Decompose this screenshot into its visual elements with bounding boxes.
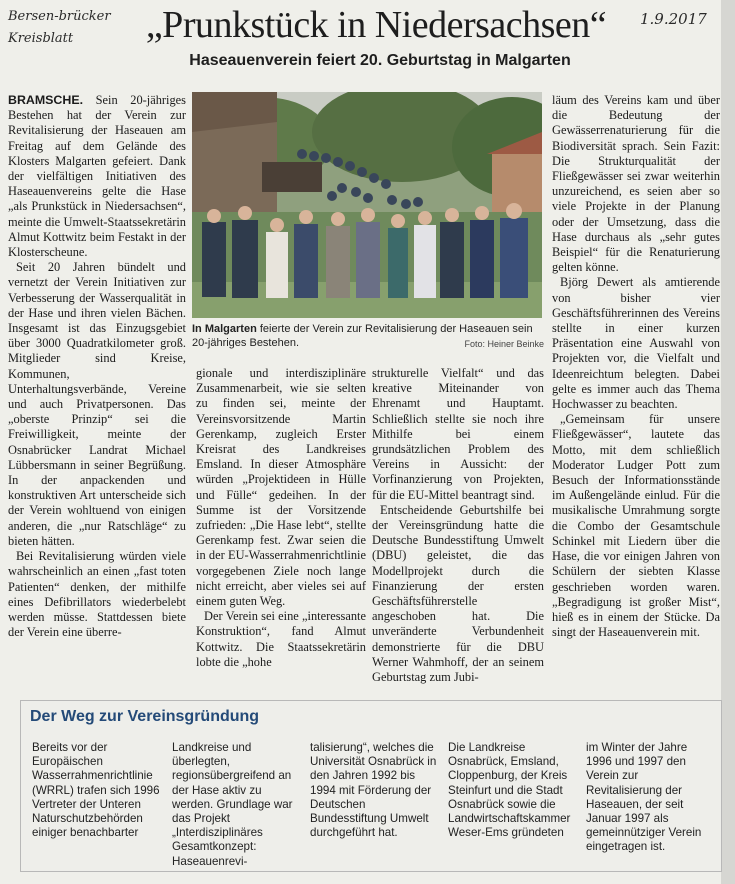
photo-credit: Foto: Heiner Beinke (464, 339, 544, 349)
group-photo-illustration (192, 92, 542, 318)
photo-caption (192, 322, 544, 351)
article-column-4 (552, 93, 720, 687)
info-box-column-2: Landkreise und überlegten, regionsübergreifend an der Hase aktiv zu werden. Grundlage war das Projekt „Interdisziplinäres Gesamtkonzept: Haseauenrevi- (172, 741, 293, 866)
article-paragraph: gionale und interdisziplinäre Zusammenarbeit, wie sie selten zu finden sei, meinte der Vereinsvorsitzende Martin Gerenkamp, zugleich Erster Kreisrat des Landkreises Emsland. In dieser Atmosphäre würden „Projektideen in Hülle und Fülle“ gedeihen. In der Summe ist der Vorsitzende zufrieden: „Die Hase lebt“, stellte Gerenkamp fest. Zwar seien die in der EU-Wasserrahmenrichtlinie vorgegebenen Ziele noch lange nicht erreicht, aber vieles sei auf einem guten Weg. (196, 366, 366, 609)
scan-edge (721, 0, 735, 884)
article-paragraph: Der Verein sei eine „interessante Konstruktion“, fand Almut Kottwitz. Die Staatssekretärin lobte die „hohe (196, 609, 366, 669)
article-paragraph: „Gemeinsam für unsere Fließgewässer“, lautete das Motto, mit dem schließlich Moderator Ludger Pott zum Besuch der Informationsstände im Außengelände einlud. Für die musikalische Umrahmung sorgte die Combo der Gesamtschule Schinkel mit Liedern über die Hase, die vor einigen Jahren von Schülern der siebten Klasse geschrieben worden waren. „Begradigung ist großer Mist“, hieß es in einem der Stücke. Da singt der Haseauenverein mit. (552, 412, 720, 640)
article-paragraph: Bei Revitalisierung würden viele wahrscheinlich an einen „fast toten Patienten“ denken, der mithilfe eines Defibrillators wiederbelebt werden müsse. Stattdessen biete der Verein eine überre- (8, 549, 186, 640)
info-box-column-4: Die Landkreise Osnabrück, Emsland, Cloppenburg, der Kreis Steinfurt und die Stadt Osnabrück sowie die Landwirtschaftskammer Weser-Ems gründeten (448, 741, 571, 840)
article-paragraph: Björg Dewert als amtierende von bisher vier Geschäftsführerinnen des Vereins stellte in einer kurzen Präsentation eine Auswahl von Projekten vor, die Vielfalt und Ideenreichtum belegten. Dabei gelte es immer auch das Thema Hochwasser zu beachten. (552, 275, 720, 412)
handwritten-date-note: 1.9.2017 (640, 10, 707, 28)
subheadline: Haseauenverein feiert 20. Geburtstag in Malgarten (189, 52, 571, 69)
article-paragraph: Seit 20 Jahren bündelt und vernetzt der Verein Initiativen zur Verbesserung der Wasserqualität in der Hase und ihren vielen Bächen. Insgesamt ist das Einzugsgebiet über 3000 Quadratkilometer groß. Mitglieder sind Kreise, Kommunen, Unterhaltungsverbände, Vereine und auch Privatpersonen. Das „oberste Prinzip“ sei die Freiwilligkeit, meinte der Osnabrücker Landrat Michael Lübbersmann in seiner Begrüßung. In der anpackenden und konstruktiven Art unterscheide sich der Verein wohltuend von einigen anderen, die „nur Ratschläge“ zu bieten hätten. (8, 260, 186, 548)
paragraph-text: Sein 20-jähriges Bestehen hat der Verein zur Revitalisierung der Haseauen am Freitag auf dem Gelände des Klosters Malgarten gefeiert. Dank der vielfältigen Initiativen des Haseauenvereins gelte die Hase „als Prunkstück in Niedersachsen“, meinte die Umwelt-Staatssekretärin Almut Kottwitz beim Festakt in der Klosterscheune. (8, 93, 186, 260)
article-paragraph: läum des Vereins kam und über die Bedeutung der Gewässerrenaturierung für die Biodiversität sprach. Sein Fazit: Die Strukturqualität der Fließgewässer sei zwar weiterhin unzureichend, es seien aber so viele Projekte in der Planung oder der Umsetzung, dass die Hase durchaus als „sehr gutes Beispiel“ für die Renaturierung gelten könne. (552, 93, 720, 275)
info-box-title: Der Weg zur Vereinsgründung (30, 708, 260, 725)
info-box-column-5: im Winter der Jahre 1996 und 1997 den Verein zur Revitalisierung der Haseauen, der seit Januar 1997 als gemeinnütziger Verein eingetragen ist. (586, 741, 702, 854)
group-photo (192, 92, 542, 318)
info-box-column-1: Bereits vor der Europäischen Wasserrahmenrichtlinie (WRRL) trafen sich 1996 Vertreter der Unteren Naturschutzbehörden einiger benachbarter (32, 741, 160, 840)
article-paragraph: Entscheidende Geburtshilfe bei der Vereinsgründung hatte die Deutsche Bundesstiftung Umwelt (DBU) geleistet, die das Modellprojekt durch die Finanzierung der ersten Geschäftsführerstelle angeschoben hat. Die unveränderte Verbundenheit demonstrierte für die DBU Werner Wahmhoff, der an seinem Geburtstag zum Jubi- (372, 502, 544, 685)
article-column-1 (8, 93, 186, 687)
article-column-3 (372, 366, 544, 686)
article-paragraph (8, 93, 186, 260)
dateline: BRAMSCHE. (8, 93, 84, 107)
handwritten-source-note: Bersen-brücker Kreisblatt (8, 9, 111, 46)
caption-lead: In Malgarten (192, 323, 257, 335)
caption-text: feierte der Verein zur Revitalisierung der Haseauen sein 20-jähriges Bestehen. (192, 323, 533, 349)
info-box-column-3: talisierung“, welches die Universität Osnabrück in den Jahren 1992 bis 1994 mit Förderung der Deutschen Bundesstiftung Umwelt durchgeführt hat. (310, 741, 437, 840)
article-paragraph: strukturelle Vielfalt“ und das kreative Miteinander von Ehrenamt und Hauptamt. Schließlich stellte sie noch ihre Mithilfe bei einem grundsätzlichen Problem des Vereins in Aussicht: der Vorfinanzierung von Projekten, für die EU-Mittel beantragt sind. (372, 366, 544, 502)
article-column-2 (196, 366, 366, 686)
headline: „Prunkstück in Niedersachsen“ (145, 4, 607, 46)
